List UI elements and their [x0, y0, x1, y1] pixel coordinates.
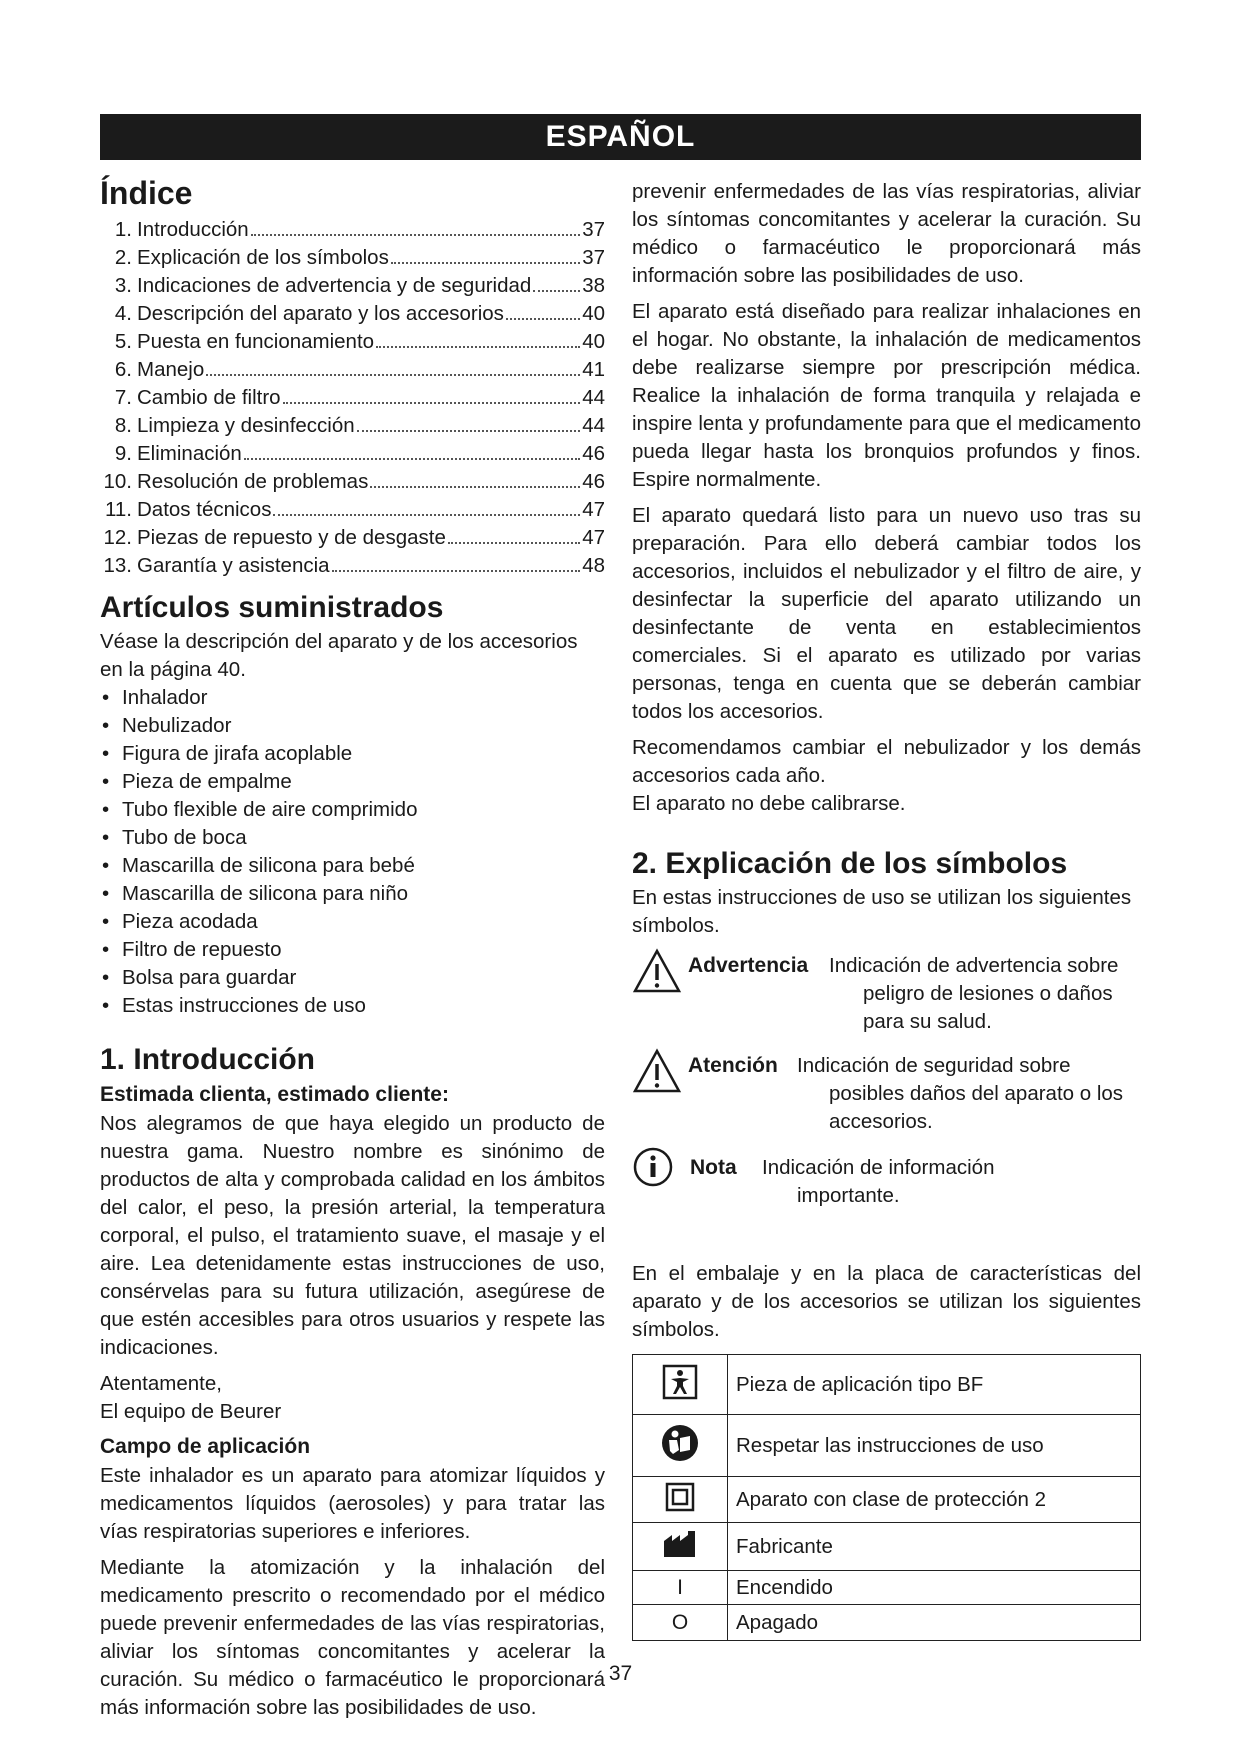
- introduction-title: 1. Introducción: [100, 1043, 316, 1076]
- signature-line: El equipo de Beurer: [100, 1400, 282, 1423]
- power-off-icon: O: [633, 1605, 728, 1641]
- toc-entry: 4. Descripción del aparato y los accesorios 40: [114, 302, 605, 325]
- application-paragraph: Este inhalador es un aparato para atomizar líquidos y medicamentos líquidos (aerosoles) y para tratar las vías respiratorias superiores e inferiores.: [100, 1464, 605, 1543]
- note-symbol-row: [632, 1144, 1141, 1254]
- toc-entry: 2. Explicación de los símbolos 37: [114, 246, 605, 269]
- application-paragraph-2: Mediante la atomización y la inhalación del medicamento prescrito o recomendado por el médico puede prevenir enfermedades de las vías respiratorias, aliviar los síntomas concomitantes y acelerar la curación. Su médico o farmacéutico le proporcionará más información sobre las posibilidades de uso.: [100, 1556, 605, 1719]
- application-paragraph-4: El aparato quedará listo para un nuevo uso tras su preparación. Para ello deberá cambiar todos los accesorios, incluidos el nebulizador y el filtro de aire, y desinfectar la superficie del aparato utilizando un desinfectante de venta en establecimientos comerciales. Si el aparato es utilizado por varias personas, tenga en cuenta que se deberán cambiar todos los accesorios.: [632, 504, 1141, 723]
- application-paragraph-6: El aparato no debe calibrarse.: [632, 792, 906, 815]
- toc-entry: 5. Puesta en funcionamiento 40: [114, 330, 605, 353]
- list-item: • Nebulizador: [100, 712, 605, 740]
- articles-intro: Véase la descripción del aparato y de los accesorios en la página 40.: [100, 630, 578, 681]
- toc-entry: 1. Introducción 37: [114, 218, 605, 241]
- toc-entry: 3. Indicaciones de advertencia y de seguridad 38: [114, 274, 605, 297]
- warning-triangle-icon: [632, 948, 682, 994]
- table-cell: Apagado: [728, 1605, 1141, 1641]
- list-item: • Pieza acodada: [100, 908, 605, 936]
- note-description: Indicación de información importante.: [762, 1156, 995, 1207]
- list-item: • Mascarilla de silicona para bebé: [100, 852, 605, 880]
- info-icon: [632, 1146, 674, 1188]
- list-item: • Tubo de boca: [100, 824, 605, 852]
- toc-entry: 7. Cambio de filtro 44: [114, 386, 605, 409]
- list-item: • Mascarilla de silicona para niño: [100, 880, 605, 908]
- symbols-intro: En estas instrucciones de uso se utilizan los siguientes símbolos.: [632, 886, 1132, 937]
- caution-label: Atención: [688, 1054, 778, 1077]
- table-cell: Respetar las instrucciones de uso: [728, 1415, 1141, 1477]
- field-of-application-title: Campo de aplicación: [100, 1435, 311, 1458]
- language-banner: ESPAÑOL: [100, 114, 1141, 160]
- warning-description: Indicación de advertencia sobre peligro de lesiones o daños para su salud.: [829, 954, 1119, 1033]
- table-row: [633, 1605, 1141, 1641]
- read-instructions-icon: [660, 1423, 700, 1463]
- toc-entry: 12. Piezas de repuesto y de desgaste 47: [103, 526, 605, 549]
- table-row: [633, 1477, 1141, 1523]
- list-item: • Inhalador: [100, 684, 605, 712]
- list-item: • Filtro de repuesto: [100, 936, 605, 964]
- application-paragraph-2-continued: prevenir enfermedades de las vías respiratorias, aliviar los síntomas concomitantes y acelerar la curación. Su médico o farmacéutico le proporcionará más información sobre las posibilidades de uso.: [632, 180, 1141, 287]
- table-cell: Aparato con clase de protección 2: [728, 1477, 1141, 1523]
- caution-description: Indicación de seguridad sobre posibles daños del aparato o los accesorios.: [797, 1054, 1124, 1133]
- table-row: [633, 1355, 1141, 1415]
- type-bf-icon: [661, 1363, 699, 1401]
- list-item: • Estas instrucciones de uso: [100, 992, 605, 1020]
- application-paragraph-5: Recomendamos cambiar el nebulizador y los demás accesorios cada año.: [632, 736, 1141, 787]
- greeting: Estimada clienta, estimado cliente:: [100, 1083, 449, 1106]
- toc-entry: 11. Datos técnicos 47: [105, 498, 605, 521]
- caution-triangle-icon: [632, 1048, 682, 1094]
- application-paragraph-3: El aparato está diseñado para realizar inhalaciones en el hogar. No obstante, la inhalación de medicamentos debe realizarse siempre por prescripción médica. Realice la inhalación de forma tranquila y relajada e inspire lenta y profundamente para que el medicamento pueda llegar hasta los bronquios profundos y finos. Espire normalmente.: [632, 300, 1141, 491]
- table-row: [633, 1523, 1141, 1571]
- table-cell: Pieza de aplicación tipo BF: [728, 1355, 1141, 1415]
- toc-entry: 6. Manejo 41: [114, 358, 605, 381]
- list-item: • Figura de jirafa acoplable: [100, 740, 605, 768]
- articles-title: Artículos suministrados: [100, 591, 444, 624]
- symbols-table: [632, 1354, 1141, 1641]
- packaging-symbols-intro: En el embalaje y en la placa de características del aparato y de los accesorios se utilizan los siguientes símbolos.: [632, 1262, 1141, 1341]
- page-number: 37: [608, 1662, 633, 1685]
- toc-entry: 9. Eliminación 46: [114, 442, 605, 465]
- table-row: [633, 1571, 1141, 1605]
- table-cell: Encendido: [728, 1571, 1141, 1605]
- list-item: • Bolsa para guardar: [100, 964, 605, 992]
- table-cell: Fabricante: [728, 1523, 1141, 1571]
- power-on-icon: I: [633, 1571, 728, 1605]
- toc-entry: 13. Garantía y asistencia 48: [103, 554, 605, 577]
- right-column: [632, 178, 1141, 1641]
- table-row: [633, 1415, 1141, 1477]
- index-title: Índice: [100, 175, 193, 211]
- warning-symbol-row: [632, 948, 1141, 1044]
- toc-entry: 8. Limpieza y desinfección 44: [114, 414, 605, 437]
- left-column: [100, 172, 605, 1719]
- note-label: Nota: [690, 1156, 737, 1179]
- manufacturer-icon: [662, 1529, 698, 1559]
- symbols-title: 2. Explicación de los símbolos: [632, 847, 1068, 880]
- list-item: • Tubo flexible de aire comprimido: [100, 796, 605, 824]
- toc-entry: 10. Resolución de problemas 46: [103, 470, 605, 493]
- intro-paragraph: Nos alegramos de que haya elegido un producto de nuestra gama. Nuestro nombre es sinónimo de productos de alta y comprobada calidad en los ámbitos del calor, el peso, la presión arterial, la temperatura corporal, el pulso, el tratamiento suave, el masaje y el aire. Lea detenidamente estas instrucciones de uso, consérvelas para su futura utilización, asegúrese de que estén accesibles para otros usuarios y respete las indicaciones.: [100, 1112, 605, 1359]
- articles-list: [100, 684, 605, 1020]
- closing-line: Atentamente,: [100, 1372, 222, 1395]
- list-item: • Pieza de empalme: [100, 768, 605, 796]
- table-of-contents: [100, 216, 605, 580]
- caution-symbol-row: [632, 1048, 1141, 1144]
- warning-label: Advertencia: [688, 954, 809, 977]
- protection-class-2-icon: [665, 1482, 695, 1512]
